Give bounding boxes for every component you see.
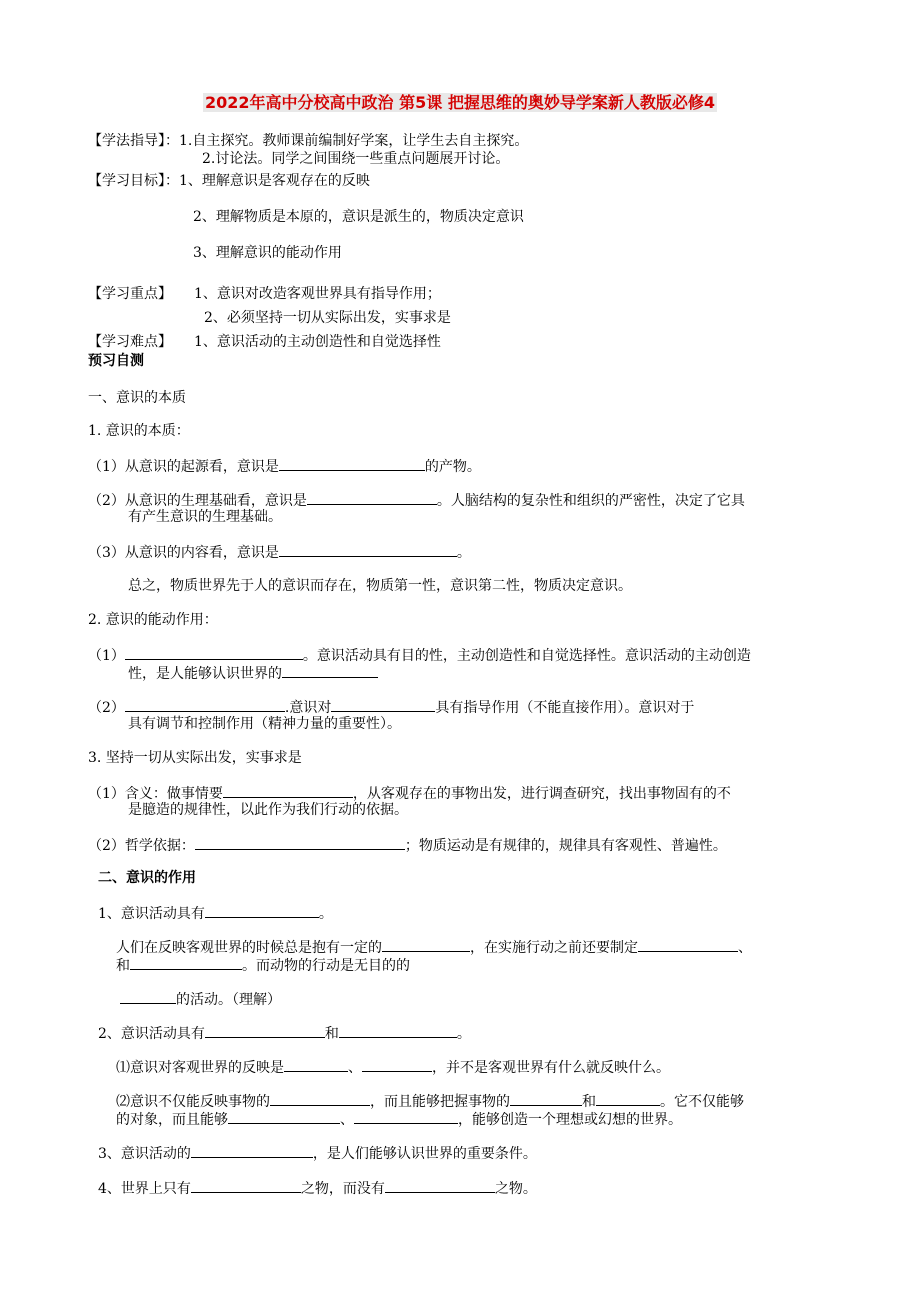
p2-item-1-desc-cont: 和 。而动物的行动是无目的的 <box>116 955 410 975</box>
answer-blank[interactable] <box>282 663 378 678</box>
key-line-1: 【学习重点】 1、意识对改造客观世界具有指导作用； <box>88 286 441 302</box>
answer-blank[interactable] <box>228 1109 340 1124</box>
method-line-2: 2.讨论法。同学之间围绕一些重点问题展开讨论。 <box>202 151 510 167</box>
answer-blank[interactable] <box>339 1023 457 1038</box>
answer-blank[interactable] <box>191 1143 313 1158</box>
answer-blank[interactable] <box>270 1091 370 1106</box>
p1-s3-1-cont: 是臆造的规律性，以此作为我们行动的依据。 <box>128 802 408 818</box>
p1-s1-2: （2）从意识的生理基础看，意识是 。人脑结构的复杂性和组织的严密性，决定了它具 <box>88 490 745 510</box>
p1-s2-1: （1） 。意识活动具有目的性，主动创造性和自觉选择性。意识活动的主动创造 <box>88 645 751 665</box>
goal-line-2: 2、理解物质是本原的，意识是派生的，物质决定意识 <box>193 209 524 225</box>
answer-blank[interactable] <box>596 1091 660 1106</box>
p2-item-1-desc-end: 的活动。（理解） <box>120 989 281 1009</box>
part1-heading: 一、意识的本质 <box>88 390 186 406</box>
answer-blank[interactable] <box>354 1109 458 1124</box>
p2-item-3: 3、意识活动的 ，是人们能够认识世界的重要条件。 <box>98 1143 537 1163</box>
p2-item-1-desc: 人们在反映客观世界的时候总是抱有一定的 ，在实施行动之前还要制定 、 <box>116 937 752 957</box>
p2-item-2: 2、意识活动具有 和 。 <box>98 1023 471 1043</box>
answer-blank[interactable] <box>279 542 457 557</box>
answer-blank[interactable] <box>279 456 425 471</box>
p1-s2-2: （2） .意识对 具有指导作用（不能直接作用）。意识对于 <box>88 697 694 717</box>
p1-summary: 总之，物质世界先于人的意识而存在，物质第一性，意识第二性，物质决定意识。 <box>128 578 632 594</box>
method-line-1: 【学法指导】：1.自主探究。教师课前编制好学案，让学生去自主探究。 <box>88 133 529 149</box>
answer-blank[interactable] <box>638 937 738 952</box>
part2-heading: 二、意识的作用 <box>98 870 196 886</box>
answer-blank[interactable] <box>284 1057 348 1072</box>
p1-s3-1: （1）含义：做事情要 ，从客观存在的事物出发，进行调查研究，找出事物固有的不 <box>88 783 731 803</box>
answer-blank[interactable] <box>223 783 353 798</box>
p1-s2-1-cont: 性，是人能够认识世界的 <box>128 663 378 683</box>
p1-s1: 1. 意识的本质： <box>88 423 190 439</box>
p2-item-2-2-cont: 的对象，而且能够 、 ，能够创造一个理想或幻想的世界。 <box>116 1109 682 1129</box>
answer-blank[interactable] <box>120 989 176 1004</box>
answer-blank[interactable] <box>307 490 437 505</box>
goal-line-3: 3、理解意识的能动作用 <box>193 245 342 261</box>
answer-blank[interactable] <box>205 903 319 918</box>
p2-item-1: 1、意识活动具有 。 <box>98 903 333 923</box>
p1-s3: 3. 坚持一切从实际出发，实事求是 <box>88 750 302 766</box>
answer-blank[interactable] <box>125 697 285 712</box>
p1-s3-2: （2）哲学依据： ；物质运动是有规律的，规律具有客观性、普遍性。 <box>88 835 727 855</box>
answer-blank[interactable] <box>191 1178 301 1193</box>
key-line-2: 2、必须坚持一切从实际出发，实事求是 <box>204 310 451 326</box>
answer-blank[interactable] <box>205 1023 325 1038</box>
answer-blank[interactable] <box>125 645 303 660</box>
p2-item-4: 4、世界上只有 之物，而没有 之物。 <box>98 1178 537 1198</box>
goal-line-1: 【学习目标】：1、理解意识是客观存在的反映 <box>88 173 370 189</box>
answer-blank[interactable] <box>195 835 405 850</box>
answer-blank[interactable] <box>331 697 435 712</box>
p1-s1-1: （1）从意识的起源看，意识是 的产物。 <box>88 456 481 476</box>
p1-s1-3: （3）从意识的内容看，意识是 。 <box>88 542 471 562</box>
p1-s2-2-cont: 具有调节和控制作用（精神力量的重要性）。 <box>128 716 401 732</box>
p2-item-2-2: ⑵意识不仅能反映事物的 ，而且能够把握事物的 和 。它不仅能够 <box>116 1091 744 1111</box>
answer-blank[interactable] <box>382 937 470 952</box>
answer-blank[interactable] <box>130 955 242 970</box>
p1-s1-2-cont: 有产生意识的生理基础。 <box>128 509 282 525</box>
answer-blank[interactable] <box>362 1057 432 1072</box>
answer-blank[interactable] <box>510 1091 582 1106</box>
answer-blank[interactable] <box>385 1178 495 1193</box>
preview-heading: 预习自测 <box>88 353 144 369</box>
hard-line-1: 【学习难点】 1、意识活动的主动创造性和自觉选择性 <box>88 334 441 350</box>
p2-item-2-1: ⑴意识对客观世界的反映是 、 ，并不是客观世界有什么就反映什么。 <box>116 1057 670 1077</box>
p1-s2: 2. 意识的能动作用： <box>88 612 218 628</box>
document-title: 2022年高中分校高中政治 第5课 把握思维的奥妙导学案新人教版必修4 <box>205 93 715 112</box>
